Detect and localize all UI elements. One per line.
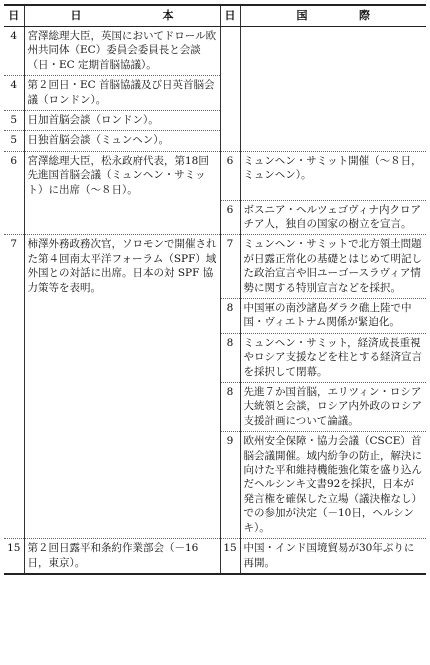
table-row bbox=[4, 432, 426, 539]
intl-day-cell: 7 bbox=[220, 235, 240, 299]
chronology-table bbox=[4, 4, 426, 575]
jp-day-cell bbox=[4, 432, 24, 539]
table-header bbox=[4, 5, 426, 27]
jp-day-cell: 5 bbox=[4, 131, 24, 151]
table-body bbox=[4, 27, 426, 574]
jp-event-cell: 第２回日露平和条約作業部会（－16日，東京）。 bbox=[24, 539, 220, 574]
intl-day-cell bbox=[220, 111, 240, 131]
intl-day-cell: 8 bbox=[220, 333, 240, 382]
intl-event-cell: ミュンヘン・サミットで北方領土問題が日露正常化の基礎とはじめて明記した政治宣言や旧ユーゴースラヴィア情勢に関する特別宣言などを採択。 bbox=[240, 235, 426, 299]
japan-header-char-1: 日 bbox=[70, 8, 82, 22]
table-row bbox=[4, 235, 426, 299]
intl-header-char-1: 国 bbox=[296, 8, 308, 22]
jp-day-cell: 5 bbox=[4, 111, 24, 131]
jp-day-cell: 4 bbox=[4, 76, 24, 111]
table-row bbox=[4, 27, 426, 76]
intl-day-cell: 8 bbox=[220, 299, 240, 334]
intl-event-cell bbox=[240, 131, 426, 151]
table-row bbox=[4, 151, 426, 200]
intl-day-cell: 8 bbox=[220, 383, 240, 432]
intl-day-cell: 6 bbox=[220, 200, 240, 235]
intl-event-cell bbox=[240, 111, 426, 131]
japan-column-header bbox=[24, 5, 220, 27]
intl-event-cell: ミュンヘン・サミット開催（～８日，ミュンヘン）。 bbox=[240, 151, 426, 200]
table-row bbox=[4, 383, 426, 432]
jp-day-cell: 6 bbox=[4, 151, 24, 200]
table-row bbox=[4, 131, 426, 151]
jp-day-cell bbox=[4, 200, 24, 235]
jp-event-cell: 柿澤外務政務次官，ソロモンで開催された第４回南太平洋フォーラム（SPF）域外国との対話に出席。日本の対 SPF 協力策等を表明。 bbox=[24, 235, 220, 299]
jp-event-cell bbox=[24, 299, 220, 334]
jp-event-cell: 日独首脳会談（ミュンヘン）。 bbox=[24, 131, 220, 151]
intl-event-cell: 欧州安全保障・協力会議（CSCE）首脳会議開催。域内紛争の防止，解決に向けた平和維持機能強化策を盛り込んだヘルシンキ文書92を採択，日本が発言権を確保した立場（議決権なし）での参加が決定（－10日，ヘルシンキ）。 bbox=[240, 432, 426, 539]
jp-day-cell: 15 bbox=[4, 539, 24, 574]
jp-event-cell: 宮澤総理大臣，英国においてドロール欧州共同体（EC）委員会委員長と会談（日・EC 定期首脳協議）。 bbox=[24, 27, 220, 76]
jp-event-cell bbox=[24, 383, 220, 432]
international-column-header bbox=[240, 5, 426, 27]
table-row bbox=[4, 76, 426, 111]
table-row bbox=[4, 111, 426, 131]
table-row bbox=[4, 299, 426, 334]
japan-header-char-2: 本 bbox=[162, 8, 174, 22]
intl-day-cell: 15 bbox=[220, 539, 240, 574]
intl-event-cell: 先進７か国首脳，エリツィン・ロシア大統領と会談，ロシア内外政のロシア支援計画について論議。 bbox=[240, 383, 426, 432]
jp-event-cell bbox=[24, 432, 220, 539]
jp-day-cell bbox=[4, 333, 24, 382]
intl-day-cell: 6 bbox=[220, 151, 240, 200]
intl-day-cell: 9 bbox=[220, 432, 240, 539]
jp-event-cell bbox=[24, 200, 220, 235]
intl-day-cell bbox=[220, 131, 240, 151]
intl-day-cell bbox=[220, 76, 240, 111]
jp-event-cell: 宮澤総理大臣，松永政府代表，第18回先進国首脳会議（ミュンヘン・サミット）に出席（～８日）。 bbox=[24, 151, 220, 200]
intl-day-column-header: 日 bbox=[220, 5, 240, 27]
table-row bbox=[4, 539, 426, 574]
jp-event-cell bbox=[24, 333, 220, 382]
intl-event-cell: 中国軍の南沙諸島ダラク礁上陸で中国・ヴィエトナム関係が緊迫化。 bbox=[240, 299, 426, 334]
jp-event-cell: 第２回日・EC 首脳協議及び日英首脳会議（ロンドン）。 bbox=[24, 76, 220, 111]
jp-event-cell: 日加首脳会談（ロンドン）。 bbox=[24, 111, 220, 131]
intl-event-cell: ボスニア・ヘルツェゴヴィナ内クロアチア人，独自の国家の樹立を宣言。 bbox=[240, 200, 426, 235]
jp-day-cell: 7 bbox=[4, 235, 24, 299]
jp-day-cell bbox=[4, 299, 24, 334]
intl-event-cell bbox=[240, 76, 426, 111]
intl-day-cell bbox=[220, 27, 240, 76]
jp-day-cell: 4 bbox=[4, 27, 24, 76]
intl-event-cell: ミュンヘン・サミット，経済成長重視やロシア支援などを柱とする経済宣言を採択して閉幕。 bbox=[240, 333, 426, 382]
table-row bbox=[4, 200, 426, 235]
day-column-header: 日 bbox=[4, 5, 24, 27]
table-row bbox=[4, 333, 426, 382]
intl-event-cell bbox=[240, 27, 426, 76]
jp-day-cell bbox=[4, 383, 24, 432]
intl-event-cell: 中国・インド国境貿易が30年ぶりに再開。 bbox=[240, 539, 426, 574]
intl-header-char-2: 際 bbox=[359, 8, 370, 22]
